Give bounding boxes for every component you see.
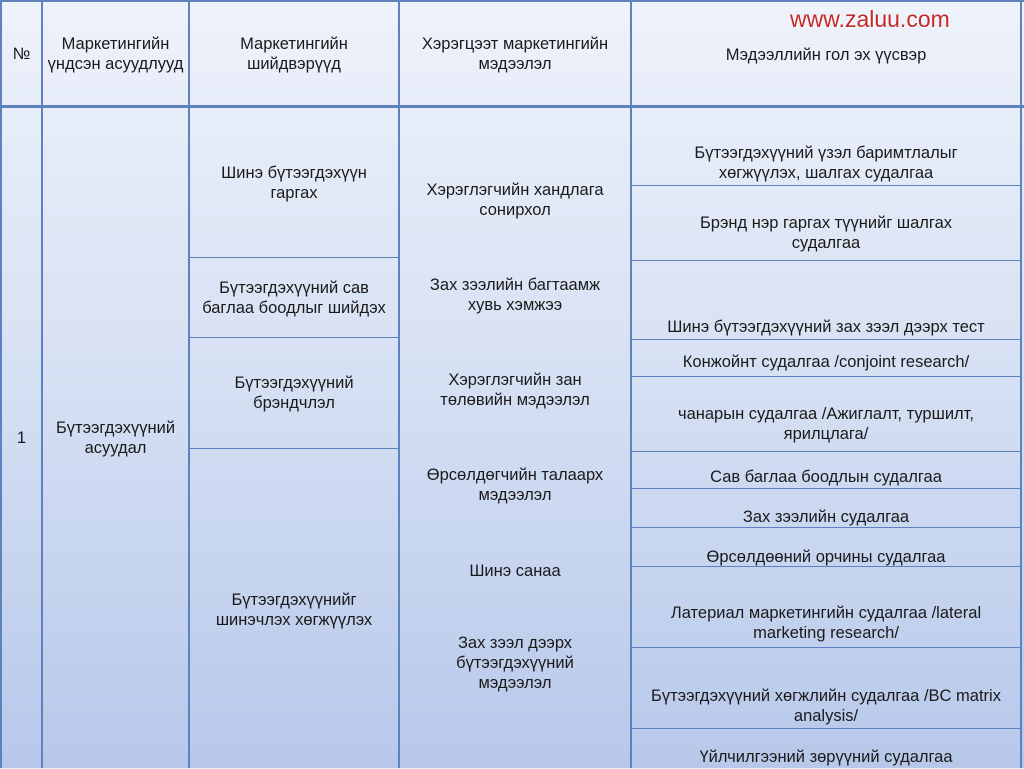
- source-item: Сав баглаа боодлын судалгаа: [710, 468, 942, 486]
- header-questions: Маркетингийн үндсэн асуудлууд: [47, 34, 184, 73]
- watermark: www.zaluu.com: [790, 6, 950, 32]
- row-divider: [630, 451, 1022, 452]
- row-divider: [630, 339, 1022, 340]
- column-divider: [630, 0, 632, 768]
- column-divider: [1020, 0, 1022, 768]
- row-divider: [188, 448, 400, 449]
- source-item: Конжойнт судалгаа /conjoint research/: [682, 353, 970, 371]
- source-item: чанарын судалгаа /Ажиглалт, туршилт, ярилцлага/: [678, 405, 974, 443]
- info-item: Өрсөлдөгчийн талаарх мэдээлэл: [426, 466, 604, 504]
- header-decisions: Маркетингийн шийдвэрүүд: [240, 34, 348, 73]
- source-item: Шинэ бүтээгдэхүүний зах зээл дээрх тест: [667, 318, 985, 336]
- info-item: Зах зээлийн багтаамж хувь хэмжээ: [429, 276, 601, 314]
- decision-item: Бүтээгдэхүүнийг шинэчлэх хөгжүүлэх: [215, 591, 373, 629]
- source-item: Өрсөлдөөний орчины судалгаа: [706, 548, 946, 566]
- source-item: Бүтээгдэхүүний үзэл баримтлалыг хөгжүүлэх, шалгах судалгаа: [694, 143, 958, 182]
- decision-item: Бүтээгдэхүүний сав баглаа боодлыг шийдэх: [202, 278, 386, 317]
- decision-item: Шинэ бүтээгдэхүүн гаргах: [221, 163, 367, 202]
- row-divider: [630, 376, 1022, 377]
- row-question: Бүтээгдэхүүний асуудал: [55, 419, 176, 457]
- info-item: Зах зээл дээрх бүтээгдэхүүний мэдээлэл: [456, 633, 574, 692]
- info-item: Шинэ санаа: [469, 562, 561, 580]
- source-item: Бүтээгдэхүүний хөгжлийн судалгаа /BC matrix analysis/: [651, 687, 1001, 725]
- row-divider: [630, 260, 1022, 261]
- header-sources: Мэдээллийн гол эх үүсвэр: [725, 46, 927, 64]
- row-number: 1: [16, 429, 27, 447]
- row-divider: [630, 647, 1022, 648]
- header-number: №: [12, 44, 31, 63]
- source-item: Брэнд нэр гаргах түүнийг шалгах судалгаа: [699, 213, 953, 252]
- info-item: Хэрэглэгчийн зан төлөвийн мэдээлэл: [440, 371, 590, 409]
- source-item: Үйлчилгээний зөрүүний судалгаа: [699, 748, 953, 766]
- decision-item: Бүтээгдэхүүний брэндчлэл: [234, 374, 354, 412]
- header-info: Хэрэгцээт маркетингийн мэдээлэл: [421, 34, 609, 73]
- row-divider: [630, 185, 1022, 186]
- source-item: Зах зээлийн судалгаа: [742, 508, 910, 526]
- info-item: Хэрэглэгчийн хандлага сонирхол: [426, 181, 604, 219]
- source-item: Латериал маркетингийн судалгаа /lateral marketing research/: [670, 604, 982, 642]
